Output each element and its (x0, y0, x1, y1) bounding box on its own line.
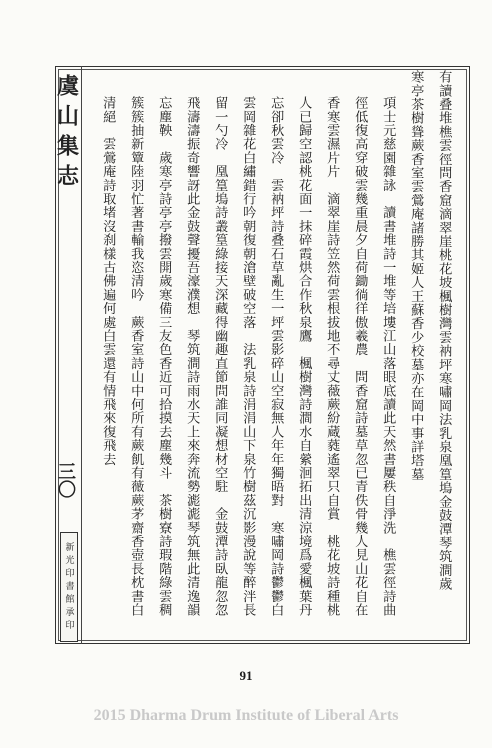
watermark: 2015 Dharma Drum Institute of Liberal Arts (93, 707, 399, 724)
text-column-4: 徑低復高穿破雲幾重晨夕自荷鋤徜徉傲羲農 問香窟詩墓草忽已青佚骨幾人見山花自在 (352, 96, 368, 617)
text-column-5: 香寒雲濕片片 滴翠崖詩笠然荷雲根拔地不尋丈薇蕨紛蔵蕤遙翠只自賞 桃花坡詩種桃 (324, 96, 340, 617)
text-column-12: 簇簇抽新簟陸羽忙著書輸我恣清吟 蕨香室詩山中何所有蕨飢有薇蕨茅齋香壺長枕書白 (128, 96, 144, 617)
printer-seal: 新光印書館承印 (60, 532, 78, 642)
text-column-11: 忘塵鞅 歲寒亭詩亭亭撥雲開歲寒備三友色香近可拾摸去塵幾斗 茶樹寮詩瑕階綠雲稠 (156, 96, 172, 617)
text-column-9: 留一勺冷 凰篁塢詩叢篁綠接天深藏得幽趣直節問誰同凝想材空駐 金鼓潭詩臥龍忽忽 (212, 96, 228, 617)
text-column-10: 飛濤濤振奇響訝此金鼓聲擾吾濠濮想 琴筑澗詩雨水天上來奔流勢滮滮琴筑無此清逸韻 (184, 96, 200, 617)
book-title: 虞山集志 (53, 74, 80, 194)
text-column-3: 項士元慈園雜詠 讀書堆詩一堆等培塿江山落眼底讀此天然書屢秩自淨洗 樵雲徑詩曲 (380, 96, 396, 617)
page-number-vertical: 三〇 (55, 462, 76, 498)
page-inner-border (58, 69, 467, 641)
text-column-6: 人已歸空認桃花面一抹碎霞烘合作秋泉鷹 楓樹灣詩澗水自縈洄拓出清涼境爲愛楓葉丹 (296, 96, 312, 617)
text-column-13: 清絕 雲鶯庵詩取堵沒刹樣古佛遍何處白雲還有情飛來復飛去 (100, 96, 116, 466)
folio-number: 91 (239, 668, 253, 683)
text-column-1: 有讀叠堆樵雲徑問香窟滴翠崖桃花坡楓樹灣雲衲坪寒嘯岡法乳泉凰篁塢金鼓潭琴筑澗歲 (436, 70, 452, 591)
text-column-2: 寒亭茶樹聳蕨香室雲鶯庵諸勝其姬人王蘇香少校墓亦在岡中事詳塔墓 (408, 70, 424, 481)
text-column-8: 雲岡雜花白繡錯行吟朝復朝滄壁破空落 法乳泉詩涓涓山下泉竹樹茲沉影漫說等醉泮長 (240, 96, 256, 617)
text-column-7: 忘卻秋雲冷 雲衲坪詩叠石草亂生一坪雲影碎山空寂無人年年獨晤對 寒嘯岡詩鬱鬱白 (268, 96, 284, 617)
